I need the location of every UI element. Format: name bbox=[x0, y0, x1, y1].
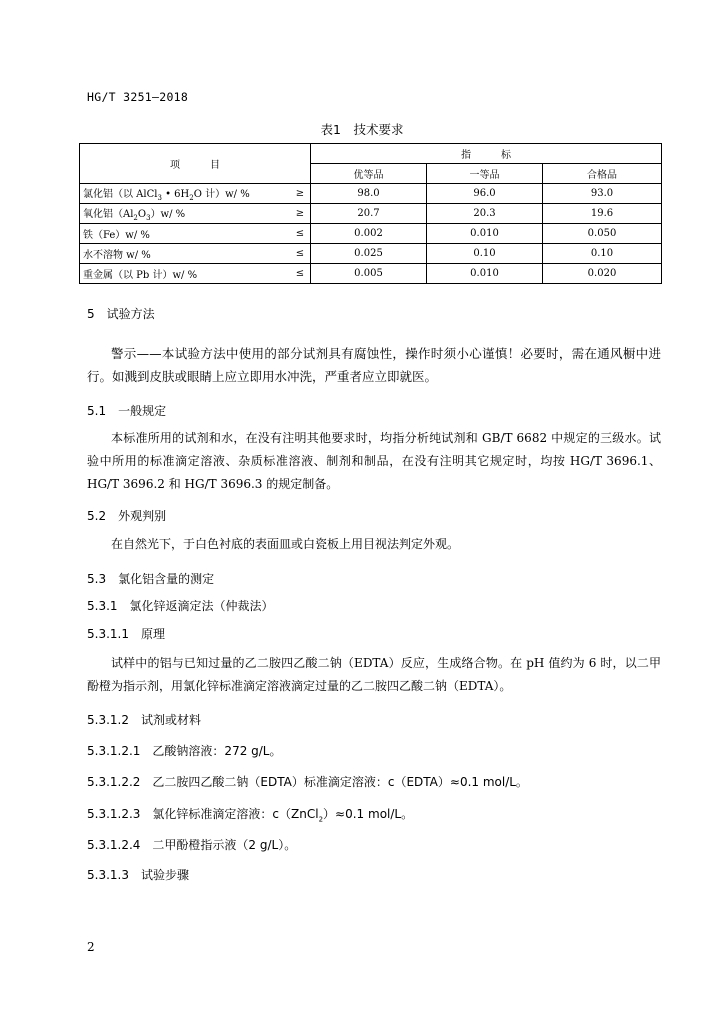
row-value: 0.10 bbox=[543, 244, 662, 264]
row-item: 铁（Fe）w/ % bbox=[80, 224, 291, 244]
row-value: 0.005 bbox=[311, 264, 427, 284]
section-heading: 5.3 氯化铝含量的测定 bbox=[87, 572, 215, 586]
row-operator: ≥ bbox=[290, 204, 311, 224]
table-row bbox=[80, 264, 662, 284]
table-row bbox=[80, 204, 662, 224]
row-value: 0.020 bbox=[543, 264, 662, 284]
standard-number: HG/T 3251—2018 bbox=[87, 90, 189, 104]
row-value: 93.0 bbox=[543, 184, 662, 204]
row-value: 96.0 bbox=[427, 184, 543, 204]
row-item: 氯化铝（以 AlCl$_3$ • $6H_2O$ 计）w/ % bbox=[80, 184, 291, 204]
section-heading: 5.1 一般规定 bbox=[87, 404, 167, 418]
table-row bbox=[80, 184, 662, 204]
row-value: 0.050 bbox=[543, 224, 662, 244]
table-caption: 表1 技术要求 bbox=[320, 122, 404, 137]
section-heading: 5.3.1.1 原理 bbox=[87, 627, 165, 641]
col-header-index: 指 标 bbox=[311, 144, 662, 164]
warning-paragraph: 警示——本试验方法中使用的部分试剂具有腐蚀性，操作时须小心谨慎！必要时，需在通风橱中进行。如溅到皮肤或眼睛上应立即用水冲洗，严重者应立即就医。 bbox=[87, 346, 661, 384]
reagent-item: 5.3.1.2.4 二甲酚橙指示液（2 g/L）。 bbox=[87, 838, 297, 852]
grade-header: 合格品 bbox=[543, 164, 662, 184]
section-heading: 5.3.1.3 试验步骤 bbox=[87, 868, 189, 882]
spec-table bbox=[79, 143, 662, 284]
page-number: 2 bbox=[87, 940, 95, 954]
row-value: 0.10 bbox=[427, 244, 543, 264]
section-heading: 5 试验方法 bbox=[87, 307, 155, 321]
row-value: 20.3 bbox=[427, 204, 543, 224]
row-value: 0.002 bbox=[311, 224, 427, 244]
row-item: 水不溶物 w/ % bbox=[80, 244, 291, 264]
grade-header: 一等品 bbox=[427, 164, 543, 184]
table-row bbox=[80, 224, 662, 244]
row-operator: ≤ bbox=[290, 244, 311, 264]
grade-header: 优等品 bbox=[311, 164, 427, 184]
row-item: 氧化铝$(Al_2O_3)w/$ % bbox=[80, 204, 291, 224]
row-operator: ≤ bbox=[290, 264, 311, 284]
row-operator: ≤ bbox=[290, 224, 311, 244]
reagent-item: 5.3.1.2.1 乙酸钠溶液：272 g/L。 bbox=[87, 744, 282, 758]
col-header-item: 项 目 bbox=[80, 144, 311, 184]
body-paragraph: 试样中的铝与已知过量的乙二胺四乙酸二钠（EDTA）反应，生成络合物。在 pH 值约为 6 时，以二甲酚橙为指示剂，用氯化锌标准滴定溶液滴定过量的乙二胺四乙酸二钠（EDTA）。 bbox=[87, 656, 661, 693]
row-value: 20.7 bbox=[311, 204, 427, 224]
section-heading: 5.3.1.2 试剂或材料 bbox=[87, 713, 201, 727]
body-paragraph: 本标准所用的试剂和水，在没有注明其他要求时，均指分析纯试剂和 GB/T 6682 中规定的三级水。试验中所用的标准滴定溶液、杂质标准溶液、制剂和制品，在没有注明其它规定时，均按 HG/T 3696.1、HG/T 3696.2 和 HG/T 3696.3 的规定制备。 bbox=[87, 431, 661, 491]
reagent-item: 5.3.1.2.2 乙二胺四乙酸二钠（EDTA）标准滴定溶液：c（EDTA）≈0.1 mol/L。 bbox=[87, 775, 528, 789]
row-value: 98.0 bbox=[311, 184, 427, 204]
reagent-item: 5.3.1.2.3 氯化锌标准滴定溶液：c（ZnCl$_2$）≈0.1 mol/L。 bbox=[87, 807, 414, 824]
section-heading: 5.3.1 氯化锌返滴定法（仲裁法） bbox=[87, 599, 274, 613]
body-paragraph: 在自然光下，于白色衬底的表面皿或白瓷板上用目视法判定外观。 bbox=[111, 537, 460, 551]
row-value: 0.010 bbox=[427, 264, 543, 284]
section-heading: 5.2 外观判别 bbox=[87, 509, 167, 523]
row-value: 0.025 bbox=[311, 244, 427, 264]
row-value: 0.010 bbox=[427, 224, 543, 244]
row-operator: ≥ bbox=[290, 184, 311, 204]
row-value: 19.6 bbox=[543, 204, 662, 224]
table-row bbox=[80, 244, 662, 264]
row-item: 重金属（以 Pb 计）w/ % bbox=[80, 264, 291, 284]
